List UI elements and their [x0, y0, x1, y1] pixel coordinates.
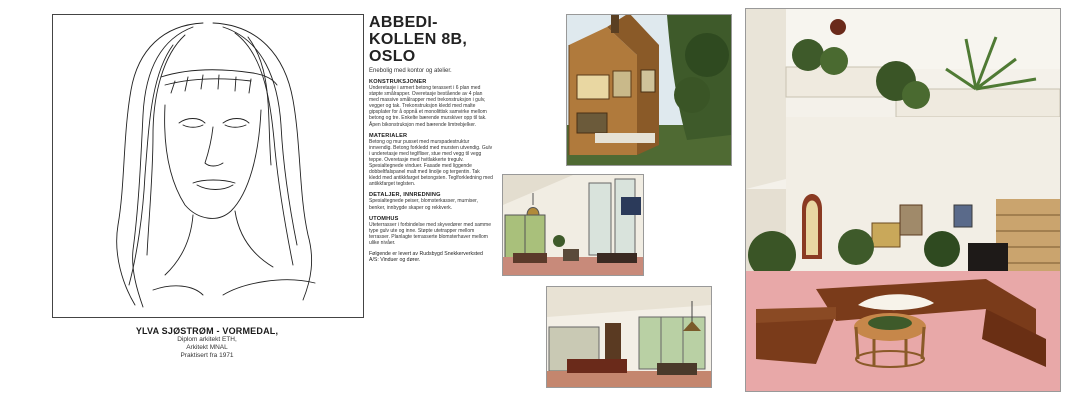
main-living-room-image	[746, 9, 1060, 391]
credential-line: Arkitekt MNAL	[186, 344, 228, 351]
living-room-image	[503, 175, 643, 275]
project-subtitle: Enebolig med kontor og atelier.	[369, 68, 452, 74]
credential-line: Diplom arkitekt ETH,	[177, 336, 237, 343]
section-heading: DETALJER, INNREDNING	[369, 192, 441, 199]
credential-line: Praktisert fra 1971	[180, 352, 234, 359]
section-body: Betong og mur pusset med murspadestruktur innvendig. Betong forkledd med mursten utvendig. Gulv i underetasje med teglfliser, stue med vegg til vegg teppe. Overetasje med hvitlakkerte tregulv. Spesialtegnede vinduer. Fasade med liggende dobbeltfalspanel malt med linolje og tergentin. Tak kledd med antikkfarget betongsten. Teglforkledning med antikkfarget teglsten.	[369, 138, 493, 188]
section-body: Underetasje i armert betong terassert i 6 plan med støpte smålrapper. Overetasje bestående av 4 plan med massive smålrapper med trekonstruksjon i gulv, vegger og tak. Trekonstruksjon kledd med malte gipsplater for å oppnå et monolittisk samvirke mellom betong og tre. Enkelte bærende murskiver opp til tak. Åpen bikonstruksjon med bærende limtrebjelker.	[369, 85, 487, 128]
portrait-drawing	[53, 15, 363, 317]
section-body: Uteterrasser i forbindelse med skyvedører med samme type gulv ute og inne. Støpte utetrapper mellom terrasser. Planlagte terrasserte blomsterhaver mellom ulike nivåer.	[369, 221, 491, 246]
section-body: Spesialtegnede peiser, blomsterkasser, murniser, benker, innbygde skaper og rekkverk.	[369, 198, 478, 211]
photo-dining-room	[546, 286, 712, 388]
architect-name: YLVA SJØSTRØM - VORMEDAL,	[135, 326, 279, 336]
section-heading: KONSTRUKSJONER	[369, 79, 427, 85]
portrait-caption	[52, 326, 362, 360]
supplier-note: Følgende er levert av Rudsbygd Snekkerverksted A/S: Vinduer og dører.	[369, 250, 483, 264]
photo-exterior	[566, 14, 732, 166]
portrait-sketch	[52, 14, 364, 318]
exterior-house-image	[567, 15, 731, 165]
project-title-line-2: KOLLEN 8B, OSLO	[369, 31, 468, 65]
photo-main-living-room	[745, 8, 1061, 392]
project-title-line-1: ABBEDI-	[369, 14, 438, 31]
project-title	[369, 14, 493, 65]
dining-room-image	[547, 287, 711, 387]
photo-living-room	[502, 174, 644, 276]
project-description	[369, 14, 493, 263]
section-heading: UTOMHUS	[369, 215, 399, 222]
section-heading: MATERIALER	[369, 132, 408, 139]
